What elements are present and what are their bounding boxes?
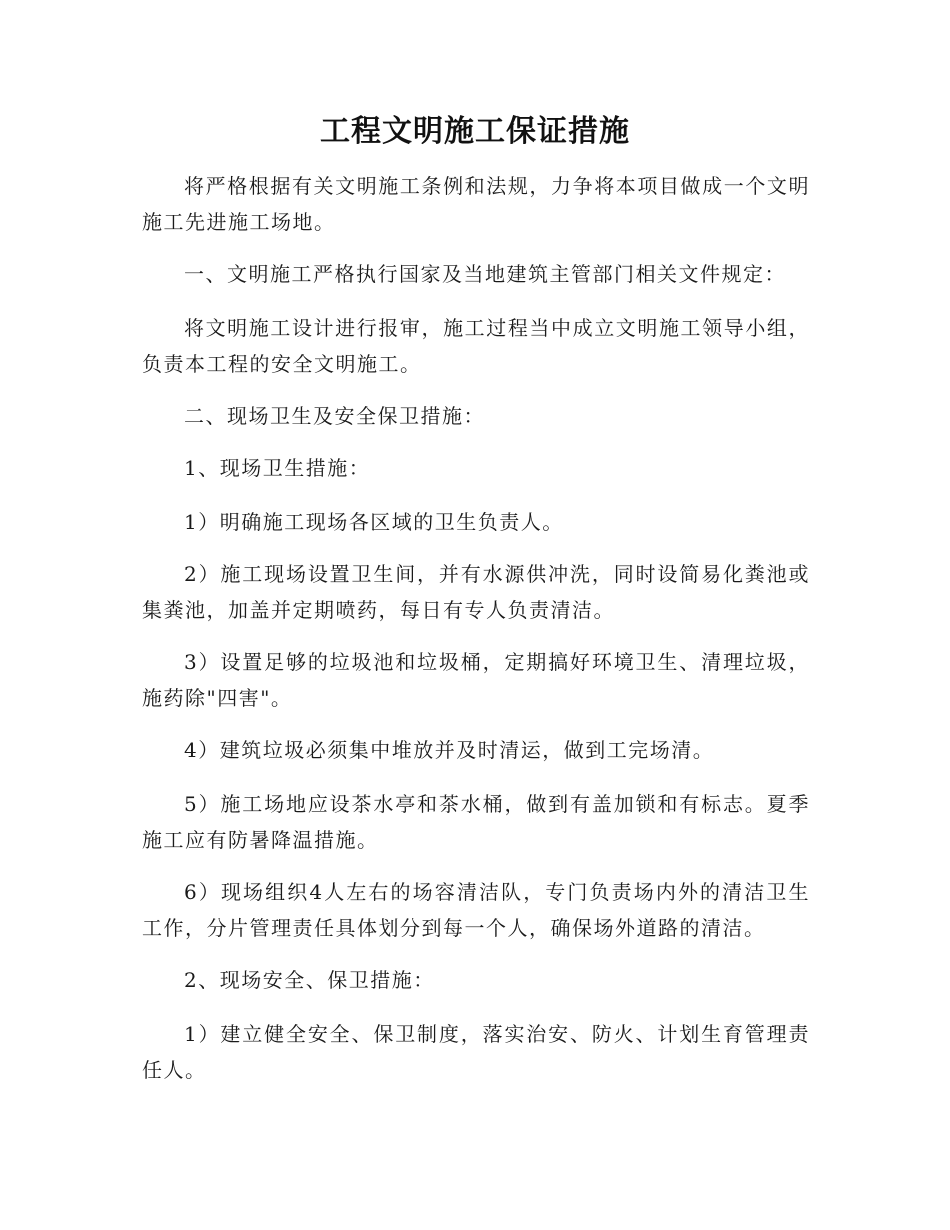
paragraph-hygiene-item-1: 1）明确施工现场各区域的卫生负责人。: [184, 510, 564, 534]
paragraph-hygiene-item-4: 4）建筑垃圾必须集中堆放并及时清运，做到工完场清。: [184, 738, 715, 762]
paragraph-section-1-body: 将文明施工设计进行报审，施工过程当中成立文明施工领导小组，负责本工程的安全文明施工。: [142, 316, 810, 376]
paragraph-hygiene-item-6: 6）现场组织4人左右的场容清洁队，专门负责场内外的清洁卫生工作，分片管理责任具体划分到每一个人，确保场外道路的清洁。: [142, 880, 810, 940]
paragraph-hygiene-item-2: 2）施工现场设置卫生间，并有水源供冲洗，同时设简易化粪池或集粪池，加盖并定期喷药，每日有专人负责清洁。: [142, 562, 810, 622]
paragraph-section-1-heading: 一、文明施工严格执行国家及当地建筑主管部门相关文件规定：: [184, 262, 786, 286]
paragraph-security-item-1: 1）建立健全安全、保卫制度，落实治安、防火、计划生育管理责任人。: [142, 1022, 810, 1082]
paragraph-section-2-heading: 二、现场卫生及安全保卫措施：: [184, 404, 485, 428]
paragraph-subsection-security: 2、现场安全、保卫措施：: [184, 968, 435, 992]
paragraph-hygiene-item-5: 5）施工场地应设茶水亭和茶水桶，做到有盖加锁和有标志。夏季施工应有防暑降温措施。: [142, 792, 810, 852]
paragraph-intro: 将严格根据有关文明施工条例和法规，力争将本项目做成一个文明施工先进施工场地。: [142, 174, 810, 234]
document-title: 工程文明施工保证措施: [320, 114, 630, 149]
paragraph-subsection-hygiene: 1、现场卫生措施：: [184, 456, 371, 480]
paragraph-hygiene-item-3: 3）设置足够的垃圾池和垃圾桶，定期搞好环境卫生、清理垃圾，施药除"四害"。: [142, 650, 810, 710]
